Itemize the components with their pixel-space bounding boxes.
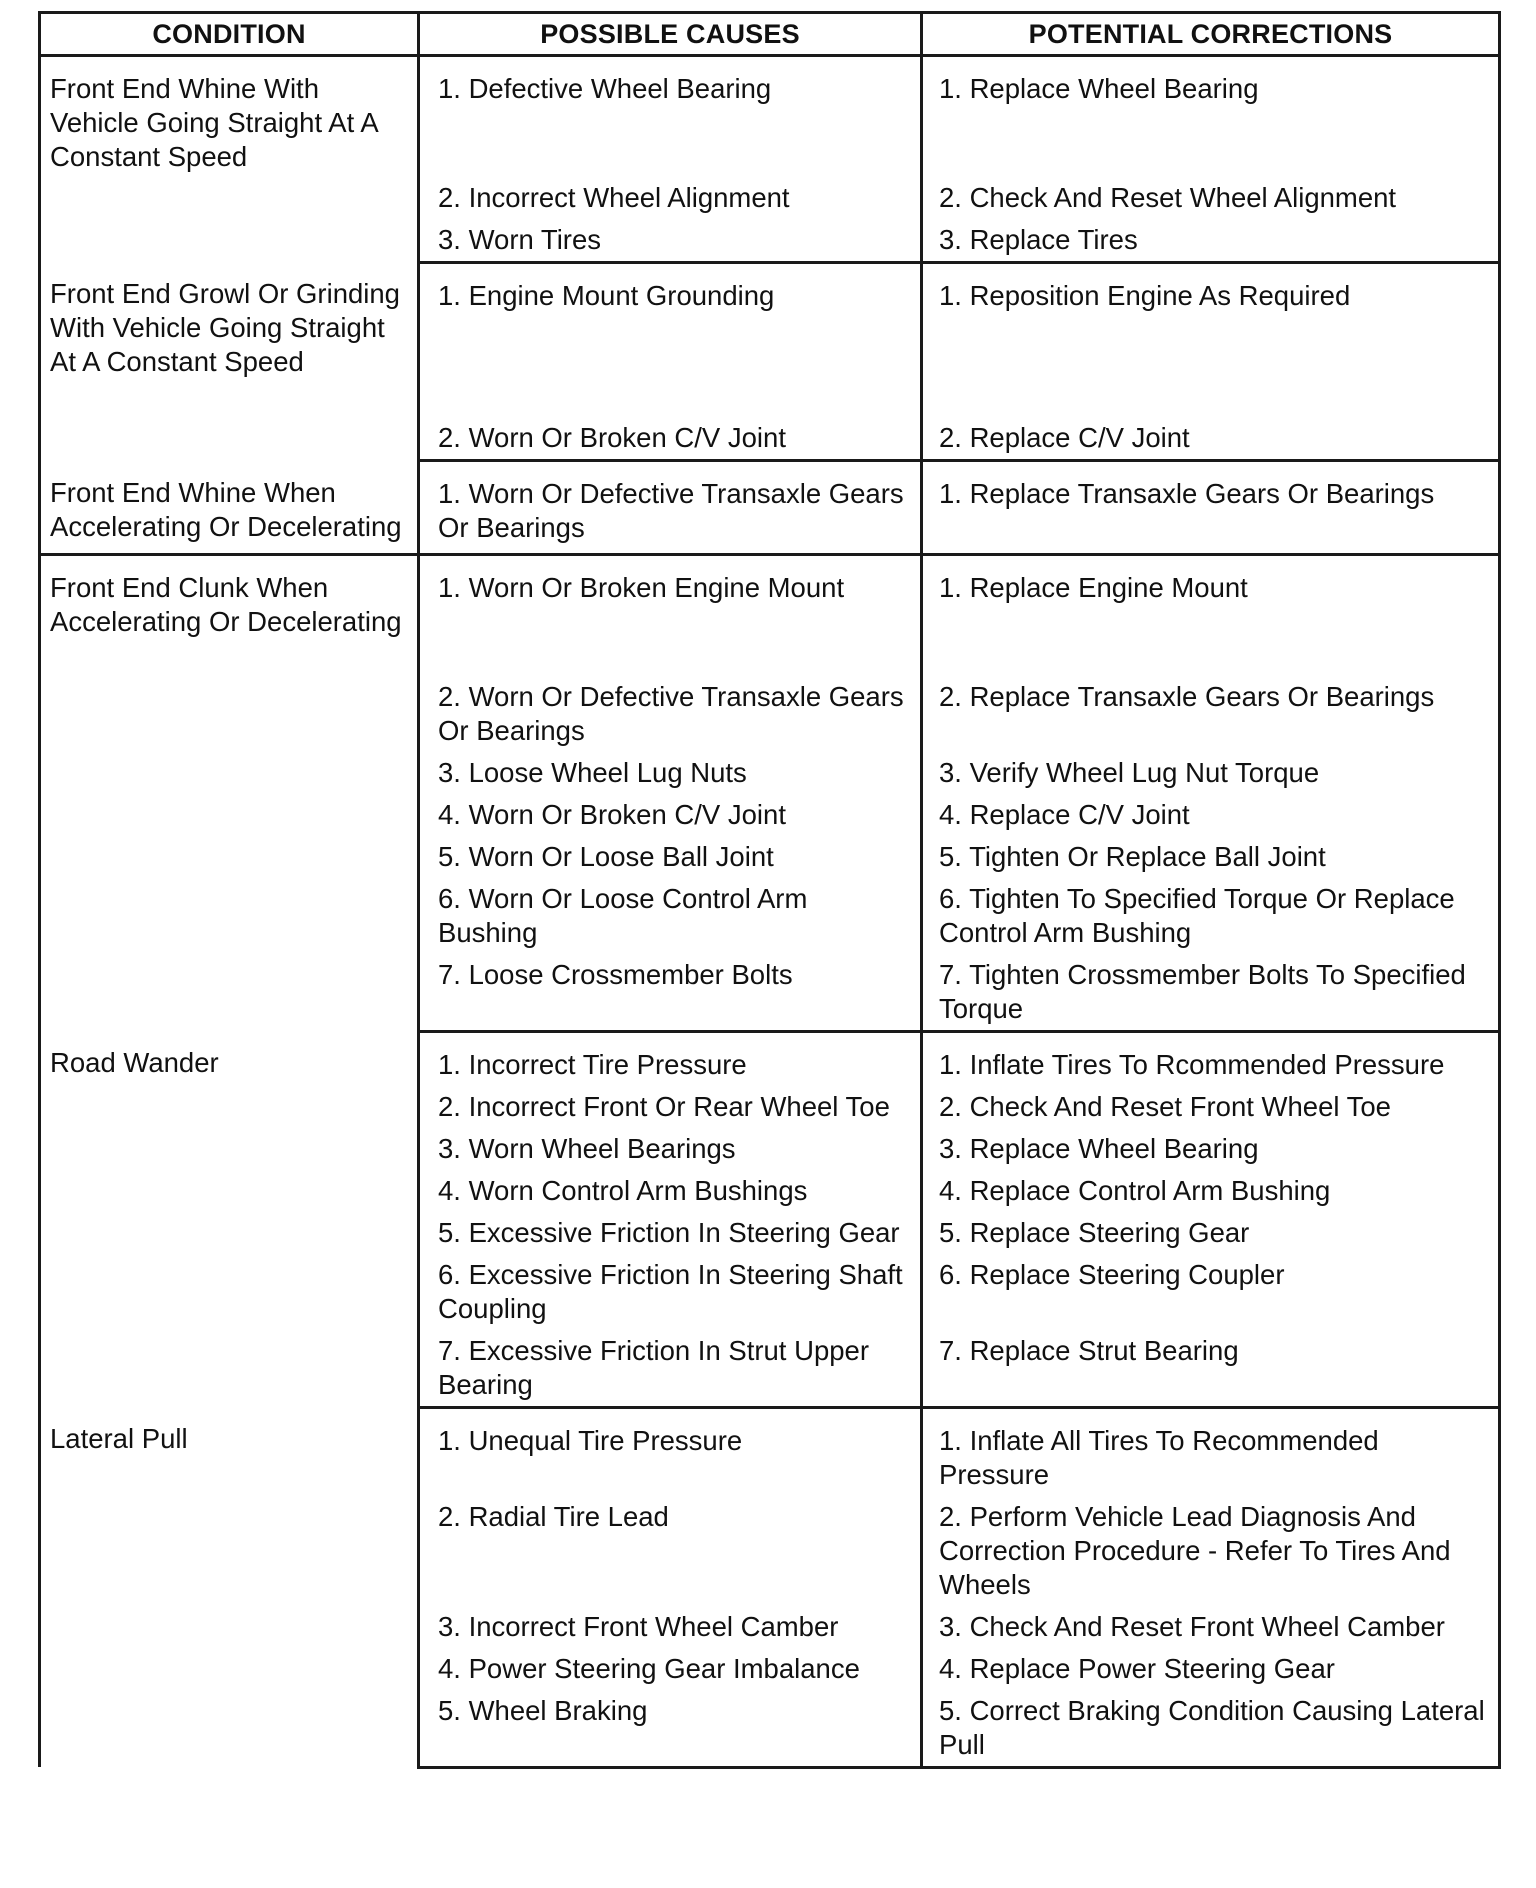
correction-cell: 1. Replace Transaxle Gears Or Bearings (922, 461, 1500, 555)
correction-cell: 3. Replace Tires (922, 215, 1500, 263)
correction-cell: 1. Inflate All Tires To Recommended Pressure (922, 1407, 1500, 1492)
correction-cell: 1. Replace Engine Mount (922, 555, 1500, 672)
condition-cell: Lateral Pull (40, 1407, 419, 1767)
correction-cell: 3. Check And Reset Front Wheel Camber (922, 1602, 1500, 1644)
cause-cell: 5. Wheel Braking (419, 1686, 922, 1768)
table-row (40, 555, 1500, 672)
correction-cell: 3. Verify Wheel Lug Nut Torque (922, 748, 1500, 790)
cause-cell: 5. Excessive Friction In Steering Gear (419, 1208, 922, 1250)
cause-cell: 2. Worn Or Broken C/V Joint (419, 413, 922, 461)
condition-cell: Front End Growl Or Grinding With Vehicle Going Straight At A Constant Speed (40, 262, 419, 461)
cause-cell: 1. Defective Wheel Bearing (419, 56, 922, 173)
correction-cell: 6. Replace Steering Coupler (922, 1250, 1500, 1326)
cause-cell: 4. Worn Control Arm Bushings (419, 1166, 922, 1208)
correction-cell: 5. Correct Braking Condition Causing Lateral Pull (922, 1686, 1500, 1768)
table-row (40, 461, 1500, 555)
cause-cell: 1. Engine Mount Grounding (419, 262, 922, 413)
cause-cell: 4. Power Steering Gear Imbalance (419, 1644, 922, 1686)
table-row (40, 56, 1500, 173)
table-row (40, 1407, 1500, 1492)
cause-cell: 7. Excessive Friction In Strut Upper Bearing (419, 1326, 922, 1408)
condition-cell: Front End Whine When Accelerating Or Decelerating (40, 461, 419, 555)
cause-cell: 2. Worn Or Defective Transaxle Gears Or Bearings (419, 672, 922, 748)
cause-cell: 3. Loose Wheel Lug Nuts (419, 748, 922, 790)
correction-cell: 5. Tighten Or Replace Ball Joint (922, 832, 1500, 874)
correction-cell: 5. Replace Steering Gear (922, 1208, 1500, 1250)
table-header (40, 13, 1500, 56)
condition-cell: Front End Clunk When Accelerating Or Decelerating (40, 555, 419, 1032)
diagnosis-table (38, 11, 1501, 1769)
correction-cell: 3. Replace Wheel Bearing (922, 1124, 1500, 1166)
cause-cell: 7. Loose Crossmember Bolts (419, 950, 922, 1032)
correction-cell: 2. Replace C/V Joint (922, 413, 1500, 461)
cause-cell: 1. Incorrect Tire Pressure (419, 1031, 922, 1082)
table-row (40, 262, 1500, 413)
cause-cell: 6. Worn Or Loose Control Arm Bushing (419, 874, 922, 950)
correction-cell: 2. Replace Transaxle Gears Or Bearings (922, 672, 1500, 748)
table-body (40, 56, 1500, 1768)
table-row (40, 1031, 1500, 1082)
cause-cell: 3. Worn Wheel Bearings (419, 1124, 922, 1166)
header-row (40, 13, 1500, 56)
condition-header: CONDITION (40, 13, 419, 56)
correction-cell: 4. Replace Power Steering Gear (922, 1644, 1500, 1686)
correction-cell: 1. Inflate Tires To Rcommended Pressure (922, 1031, 1500, 1082)
possible-causes-header: POSSIBLE CAUSES (419, 13, 922, 56)
correction-cell: 4. Replace C/V Joint (922, 790, 1500, 832)
cause-cell: 2. Radial Tire Lead (419, 1492, 922, 1602)
correction-cell: 7. Tighten Crossmember Bolts To Specified Torque (922, 950, 1500, 1032)
correction-cell: 1. Reposition Engine As Required (922, 262, 1500, 413)
cause-cell: 1. Unequal Tire Pressure (419, 1407, 922, 1492)
cause-cell: 6. Excessive Friction In Steering Shaft Coupling (419, 1250, 922, 1326)
cause-cell: 1. Worn Or Broken Engine Mount (419, 555, 922, 672)
cause-cell: 3. Worn Tires (419, 215, 922, 263)
cause-cell: 3. Incorrect Front Wheel Camber (419, 1602, 922, 1644)
cause-cell: 2. Incorrect Front Or Rear Wheel Toe (419, 1082, 922, 1124)
condition-cell: Road Wander (40, 1031, 419, 1407)
correction-cell: 2. Perform Vehicle Lead Diagnosis And Correction Procedure - Refer To Tires And Wheels (922, 1492, 1500, 1602)
cause-cell: 5. Worn Or Loose Ball Joint (419, 832, 922, 874)
correction-cell: 7. Replace Strut Bearing (922, 1326, 1500, 1408)
correction-cell: 6. Tighten To Specified Torque Or Replace Control Arm Bushing (922, 874, 1500, 950)
correction-cell: 1. Replace Wheel Bearing (922, 56, 1500, 173)
correction-cell: 2. Check And Reset Wheel Alignment (922, 173, 1500, 215)
correction-cell: 4. Replace Control Arm Bushing (922, 1166, 1500, 1208)
cause-cell: 4. Worn Or Broken C/V Joint (419, 790, 922, 832)
correction-cell: 2. Check And Reset Front Wheel Toe (922, 1082, 1500, 1124)
cause-cell: 2. Incorrect Wheel Alignment (419, 173, 922, 215)
potential-corrections-header: POTENTIAL CORRECTIONS (922, 13, 1500, 56)
condition-cell: Front End Whine With Vehicle Going Straight At A Constant Speed (40, 56, 419, 263)
cause-cell: 1. Worn Or Defective Transaxle Gears Or Bearings (419, 461, 922, 555)
